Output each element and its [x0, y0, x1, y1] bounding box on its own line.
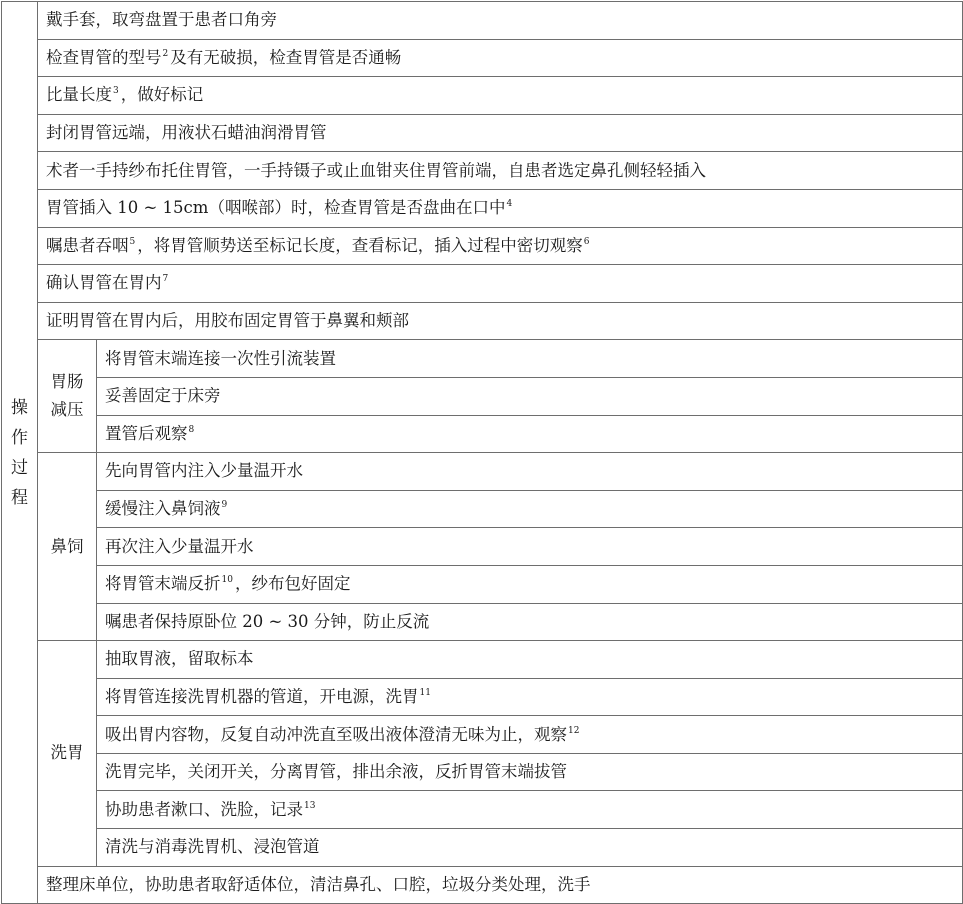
step-cell: [38, 227, 963, 265]
step-cell: [38, 265, 963, 303]
footnote-mark: 6: [583, 236, 590, 247]
section-label-char: 作: [11, 427, 28, 448]
footnote-mark: 8: [188, 424, 195, 435]
table-row: [2, 565, 963, 603]
table-row: [2, 302, 963, 340]
step-cell: [97, 490, 963, 528]
table-row: [2, 377, 963, 415]
step-cell: [38, 2, 963, 40]
step-text: 抽取胃液，留取标本: [105, 649, 254, 669]
section-label-char: 操: [11, 397, 28, 418]
footnote-mark: 11: [419, 687, 431, 698]
group-label-line: 洗胃: [50, 743, 84, 763]
step-text: 胃管插入 10 ~ 15cm（咽喉部）时，检查胃管是否盘曲在口中: [46, 198, 506, 218]
footnote-mark: 5: [129, 236, 136, 247]
table-row: [2, 678, 963, 716]
section-label-char: 过: [11, 457, 28, 478]
step-cell: [38, 152, 963, 190]
step-text: 检查胃管的型号: [46, 47, 162, 67]
group-label: [38, 340, 97, 453]
table-row: [2, 641, 963, 679]
step-text: 清洗与消毒洗胃机、浸泡管道: [105, 837, 320, 857]
step-text: 将胃管连接洗胃机器的管道，开电源，洗胃: [105, 686, 419, 706]
table-row: [2, 77, 963, 115]
section-label-operation-process: [2, 2, 38, 904]
step-text: 确认胃管在胃内: [46, 273, 162, 293]
procedure-table-body: [2, 2, 963, 904]
table-row: [2, 753, 963, 791]
step-cell: [38, 189, 963, 227]
table-row: [2, 415, 963, 453]
step-cell: [38, 77, 963, 115]
table-row: [2, 528, 963, 566]
step-cell: [38, 39, 963, 77]
step-text: 再次注入少量温开水: [105, 536, 254, 556]
step-cell: [97, 340, 963, 378]
step-text: 洗胃完毕，关闭开关，分离胃管，排出余液，反折胃管末端拔管: [105, 762, 567, 782]
step-text: 先向胃管内注入少量温开水: [105, 461, 303, 481]
step-cell: [97, 415, 963, 453]
step-text: 协助患者漱口、洗脸，记录: [105, 799, 303, 819]
step-text: 将胃管末端连接一次性引流装置: [105, 348, 336, 368]
group-label: [38, 453, 97, 641]
group-label-line: 减压: [50, 400, 84, 420]
footnote-mark: 4: [506, 199, 513, 210]
step-cell: [97, 829, 963, 867]
step-text: 封闭胃管远端，用液状石蜡油润滑胃管: [46, 123, 327, 143]
footnote-mark: 2: [162, 48, 169, 59]
footnote-mark: 9: [221, 500, 228, 511]
step-text-continued: ，做好标记: [120, 85, 204, 105]
step-text: 比量长度: [46, 85, 112, 105]
table-row: [2, 189, 963, 227]
table-row: [2, 114, 963, 152]
section-label-char: 程: [11, 487, 28, 508]
footnote-mark: 10: [221, 575, 233, 586]
step-text: 置管后观察: [105, 423, 188, 443]
step-cell: [97, 791, 963, 829]
step-cell: [97, 453, 963, 491]
footnote-mark: 12: [568, 725, 580, 736]
step-cell: [97, 565, 963, 603]
table-row: [2, 453, 963, 491]
step-text: 嘱患者保持原卧位 20 ~ 30 分钟，防止反流: [105, 611, 430, 631]
step-text-continued: ，纱布包好固定: [234, 574, 351, 594]
step-text: 术者一手持纱布托住胃管，一手持镊子或止血钳夹住胃管前端，自患者选定鼻孔侧轻轻插入: [46, 160, 706, 180]
step-text-continued: ，将胃管顺势送至标记长度，查看标记，插入过程中密切观察: [137, 235, 583, 255]
step-cell: [97, 753, 963, 791]
step-text: 整理床单位，协助患者取舒适体位，清洁鼻孔、口腔，垃圾分类处理，洗手: [46, 874, 591, 894]
step-cell: [97, 641, 963, 679]
step-text: 戴手套，取弯盘置于患者口角旁: [46, 10, 277, 30]
table-row: [2, 716, 963, 754]
footnote-mark: 3: [113, 86, 119, 97]
step-cell: [97, 377, 963, 415]
footnote-mark: 13: [304, 800, 316, 811]
step-text: 嘱患者吞咽: [46, 235, 129, 255]
step-text: 吸出胃内容物，反复自动冲洗直至吸出液体澄清无味为止，观察: [105, 724, 567, 744]
step-text-continued: 及有无破损，检查胃管是否通畅: [170, 47, 402, 67]
step-text: 证明胃管在胃内后，用胶布固定胃管于鼻翼和颊部: [46, 311, 409, 331]
step-cell: [97, 678, 963, 716]
footnote-mark: 7: [162, 274, 169, 285]
table-row: [2, 791, 963, 829]
table-row: [2, 340, 963, 378]
step-text: 缓慢注入鼻饲液: [105, 499, 221, 519]
step-text: 将胃管末端反折: [105, 574, 221, 594]
table-row: [2, 265, 963, 303]
table-row: [2, 603, 963, 641]
table-row: [2, 829, 963, 867]
step-cell: [97, 528, 963, 566]
procedure-table: [1, 1, 963, 904]
table-row: [2, 490, 963, 528]
step-cell: [38, 114, 963, 152]
step-text: 妥善固定于床旁: [105, 386, 221, 406]
table-row: [2, 866, 963, 904]
step-cell: [97, 603, 963, 641]
table-row: [2, 39, 963, 77]
table-row: [2, 2, 963, 40]
table-row: [2, 227, 963, 265]
step-cell: [97, 716, 963, 754]
group-label: [38, 641, 97, 867]
group-label-line: 胃肠: [50, 372, 84, 392]
step-cell: [38, 302, 963, 340]
table-row: [2, 152, 963, 190]
step-cell: [38, 866, 963, 904]
group-label-line: 鼻饲: [50, 536, 84, 556]
